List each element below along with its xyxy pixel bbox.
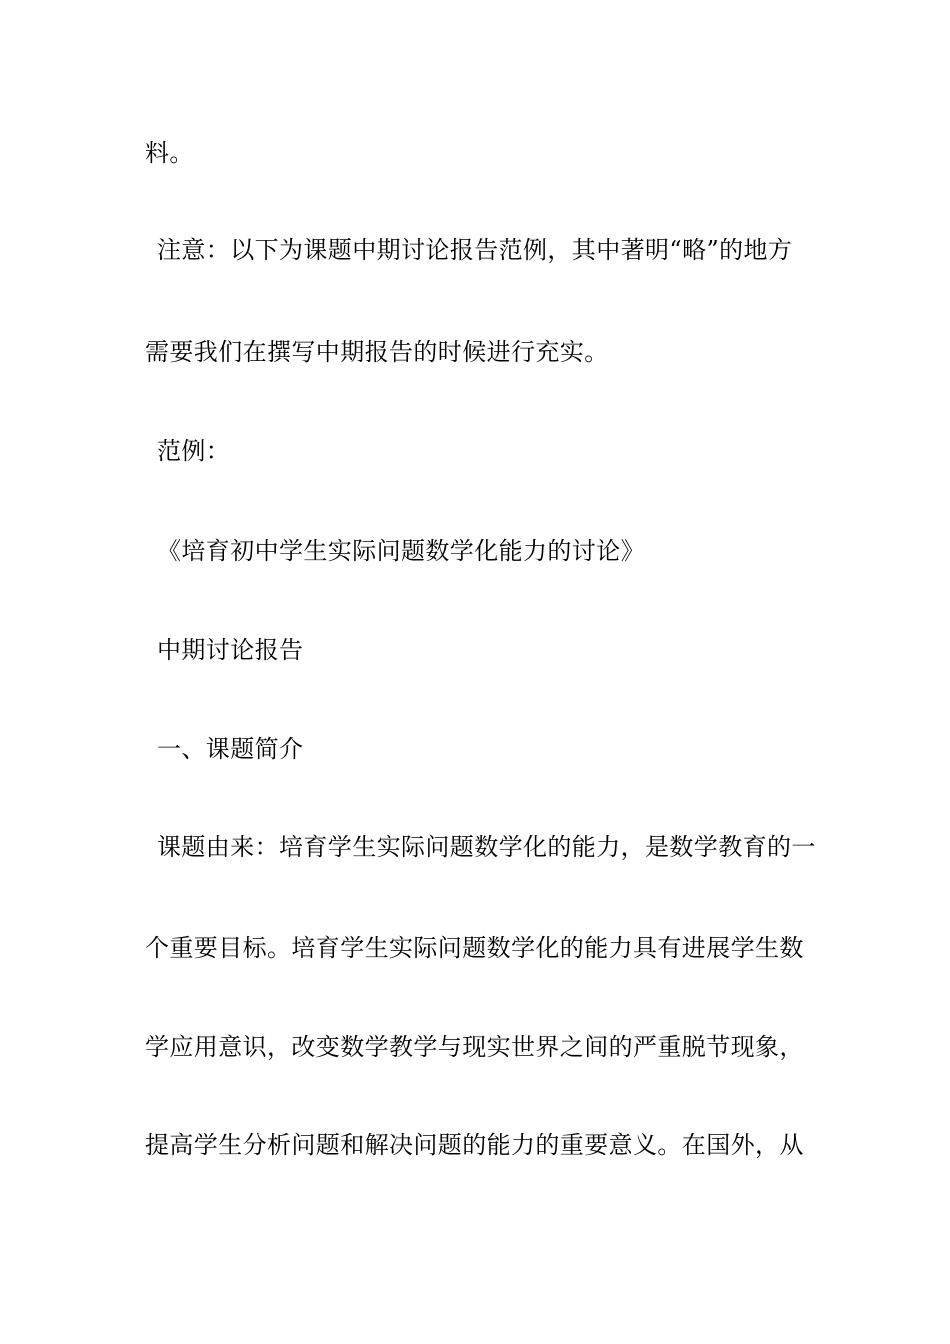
section-heading: 一、课题简介 [157, 735, 304, 763]
report-title: 《培育初中学生实际问题数学化能力的讨论》 [157, 537, 645, 565]
body-paragraph-line-2: 个重要目标。培育学生实际问题数学化的能力具有进展学生数 [145, 934, 804, 962]
example-label: 范例： [157, 437, 231, 465]
body-paragraph-line-1: 课题由来：培育学生实际问题数学化的能力，是数学教育的一 [157, 833, 816, 861]
body-paragraph-line-3: 学应用意识，改变数学教学与现实世界之间的严重脱节现象， [145, 1033, 804, 1061]
body-paragraph-line-4: 提高学生分析问题和解决问题的能力的重要意义。在国外，从 [145, 1131, 804, 1159]
note-paragraph-line-1: 注意：以下为课题中期讨论报告范例，其中著明“略”的地方 [157, 236, 793, 264]
report-subtitle: 中期讨论报告 [157, 636, 304, 664]
note-paragraph-line-2: 需要我们在撰写中期报告的时候进行充实。 [145, 338, 609, 366]
paragraph-continuation: 料。 [145, 139, 194, 167]
